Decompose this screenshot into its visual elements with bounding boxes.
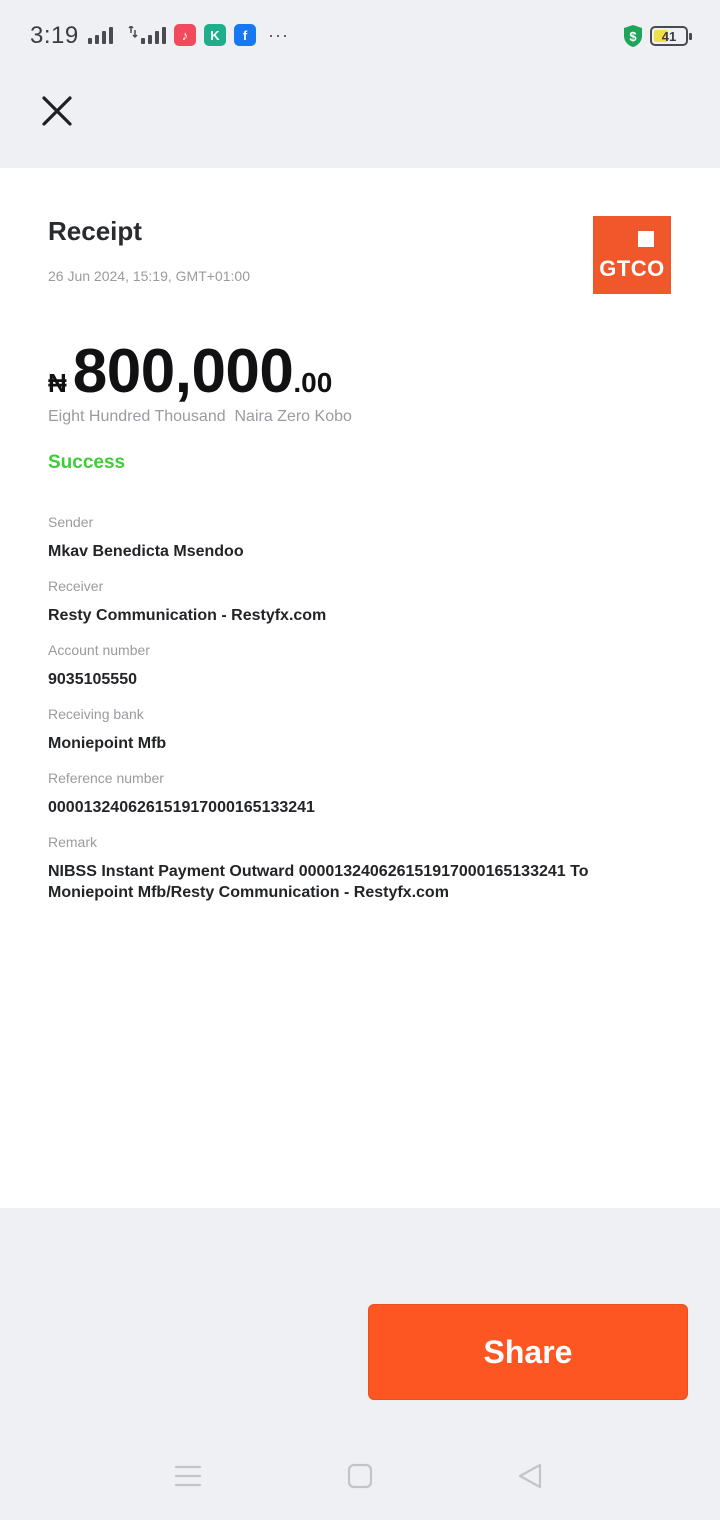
field-value: 9035105550 <box>48 671 137 688</box>
field-value: Resty Communication - Restyfx.com <box>48 607 327 624</box>
logo-text: GTCO <box>599 256 665 281</box>
field-label: Remark <box>48 834 98 850</box>
hplus-signal-icon <box>128 26 166 44</box>
field-label: Receiver <box>48 578 104 594</box>
receipt-card <box>0 168 720 1208</box>
currency-symbol: ₦ <box>48 368 67 398</box>
facebook-app-icon: f <box>234 24 256 46</box>
share-button[interactable]: Share <box>368 1304 688 1400</box>
page-title: Receipt <box>48 216 142 246</box>
music-app-icon: ♪ <box>174 24 196 46</box>
receiver-field <box>48 578 672 626</box>
amount-decimal: .00 <box>293 367 333 398</box>
field-label: Receiving bank <box>48 706 144 722</box>
more-notifications-icon: ··· <box>268 24 289 45</box>
menu-icon <box>168 1460 208 1492</box>
field-value: Moniepoint Mfb <box>48 735 167 752</box>
battery-icon <box>650 26 688 46</box>
amount-whole: 800,000 <box>72 337 294 406</box>
amount <box>48 336 332 407</box>
close-icon <box>36 90 78 132</box>
account-number-field <box>48 642 672 690</box>
notification-icons <box>174 24 289 46</box>
receiving-bank-field <box>48 706 672 754</box>
remark-field <box>48 834 672 903</box>
security-shield-icon <box>622 24 644 48</box>
field-label: Sender <box>48 514 94 530</box>
back-nav-button[interactable] <box>510 1460 550 1492</box>
reference-number-field <box>48 770 672 818</box>
back-icon <box>510 1460 550 1492</box>
status-badge: Success <box>48 452 126 473</box>
status-bar <box>0 0 720 72</box>
field-value: Mkav Benedicta Msendoo <box>48 543 244 560</box>
sender-field <box>48 514 672 562</box>
menu-nav-button[interactable] <box>168 1460 208 1492</box>
close-button[interactable] <box>36 90 78 132</box>
signal-strength-icon <box>88 26 113 44</box>
battery-level: 41 <box>661 28 677 44</box>
home-icon <box>340 1460 380 1492</box>
field-value: 000013240626151917000165133241 <box>48 799 315 816</box>
kucoin-app-icon: K <box>204 24 226 46</box>
home-nav-button[interactable] <box>340 1460 380 1492</box>
gtco-logo <box>593 216 671 294</box>
status-time: 3:19 <box>30 22 79 49</box>
field-label: Reference number <box>48 770 164 786</box>
field-label: Account number <box>48 642 150 658</box>
svg-text:$: $ <box>629 29 637 44</box>
transaction-datetime: 26 Jun 2024, 15:19, GMT+01:00 <box>48 268 250 284</box>
field-value: NIBSS Instant Payment Outward 000013240626151917000165133241 To Moniepoint Mfb/Resty Communication - Restyfx.com <box>48 863 589 901</box>
amount-in-words: Eight Hundred Thousand Naira Zero Kobo <box>48 408 352 425</box>
